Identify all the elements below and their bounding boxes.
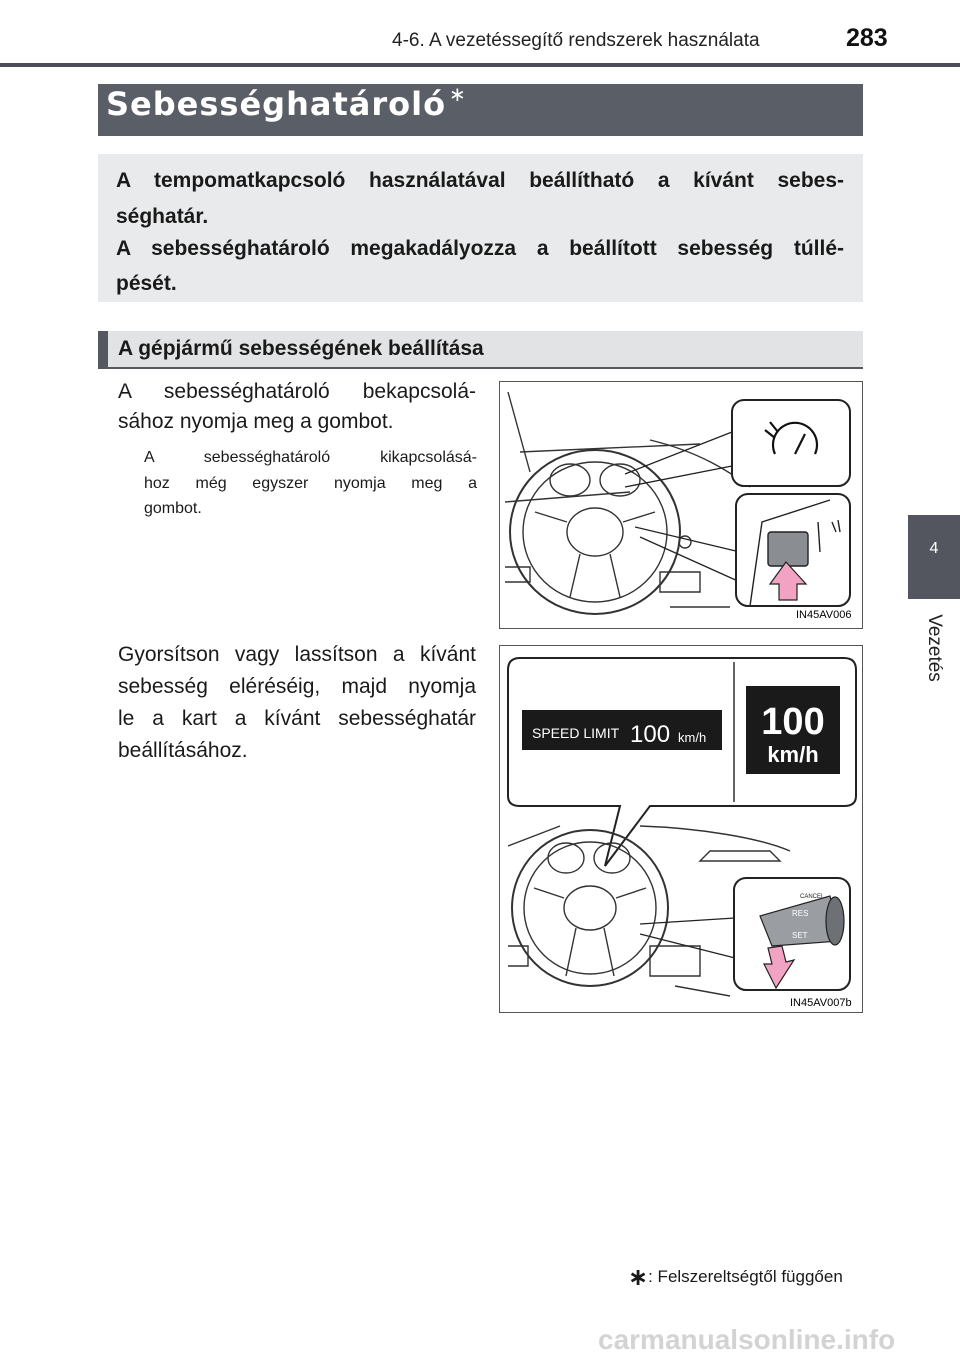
step1-line: sához nyomja meg a gombot. [118, 410, 394, 433]
step1-note-line: A sebességhatároló kikapcsolásá- [144, 449, 477, 466]
step2-line: beállításához. [118, 739, 248, 762]
figure-speed-limiter-button [499, 381, 863, 629]
header-rule [0, 63, 960, 67]
chapter-tab-number: 4 [929, 540, 939, 557]
footnote [628, 1260, 843, 1289]
chapter-tab-label: Vezetés [924, 614, 945, 682]
step2-line: sebesség eléréséig, majd nyomja [118, 675, 476, 698]
step1-line: A sebességhatároló bekapcsolá- [118, 380, 476, 403]
figure2-code: IN45AV007b [790, 997, 852, 1009]
lever-res-label: RES [792, 909, 809, 918]
figure1-code: IN45AV006 [796, 609, 852, 621]
page-title-text: Sebességhatároló [106, 85, 447, 123]
intro-line: A sebességhatároló megakadályozza a beállított sebesség túllé- [116, 237, 844, 260]
big-display-value: 100 [761, 701, 825, 743]
footnote-mark: ∗ [628, 1264, 649, 1291]
footnote-text: : Felszereltségtől függően [648, 1267, 843, 1286]
display-unit: km/h [678, 730, 707, 745]
dashboard-illustration-1 [500, 382, 863, 629]
step2-line: le a kart a kívánt sebességhatár [118, 707, 476, 730]
dashboard-illustration-2 [500, 646, 863, 1013]
section-heading: A gépjármű sebességének beállítása [118, 337, 484, 360]
big-display-unit: km/h [767, 742, 819, 767]
section-heading-bar [98, 331, 108, 369]
running-head: 4-6. A vezetéssegítő rendszerek használata [392, 30, 760, 51]
display-value: 100 [630, 721, 671, 748]
figure-speed-limit-display [499, 645, 863, 1013]
intro-line: pését. [116, 272, 177, 295]
optional-equipment-mark: ∗ [449, 82, 467, 106]
step2-line: Gyorsítson vagy lassítson a kívánt [118, 643, 476, 666]
page-number: 283 [846, 24, 888, 52]
watermark: carmanualsonline.info [598, 1324, 896, 1355]
intro-line: séghatár. [116, 205, 209, 228]
step1-note-line: gombot. [144, 500, 202, 517]
intro-line: A tempomatkapcsoló használatával beállítható a kívánt sebes- [116, 169, 844, 192]
lever-cancel-label: CANCEL [800, 894, 825, 900]
section-heading-underline [98, 367, 863, 369]
lever-set-label: SET [792, 931, 808, 940]
page-title [106, 82, 467, 123]
display-label: SPEED LIMIT [532, 725, 620, 741]
step1-note-line: hoz még egyszer nyomja meg a [144, 475, 477, 492]
